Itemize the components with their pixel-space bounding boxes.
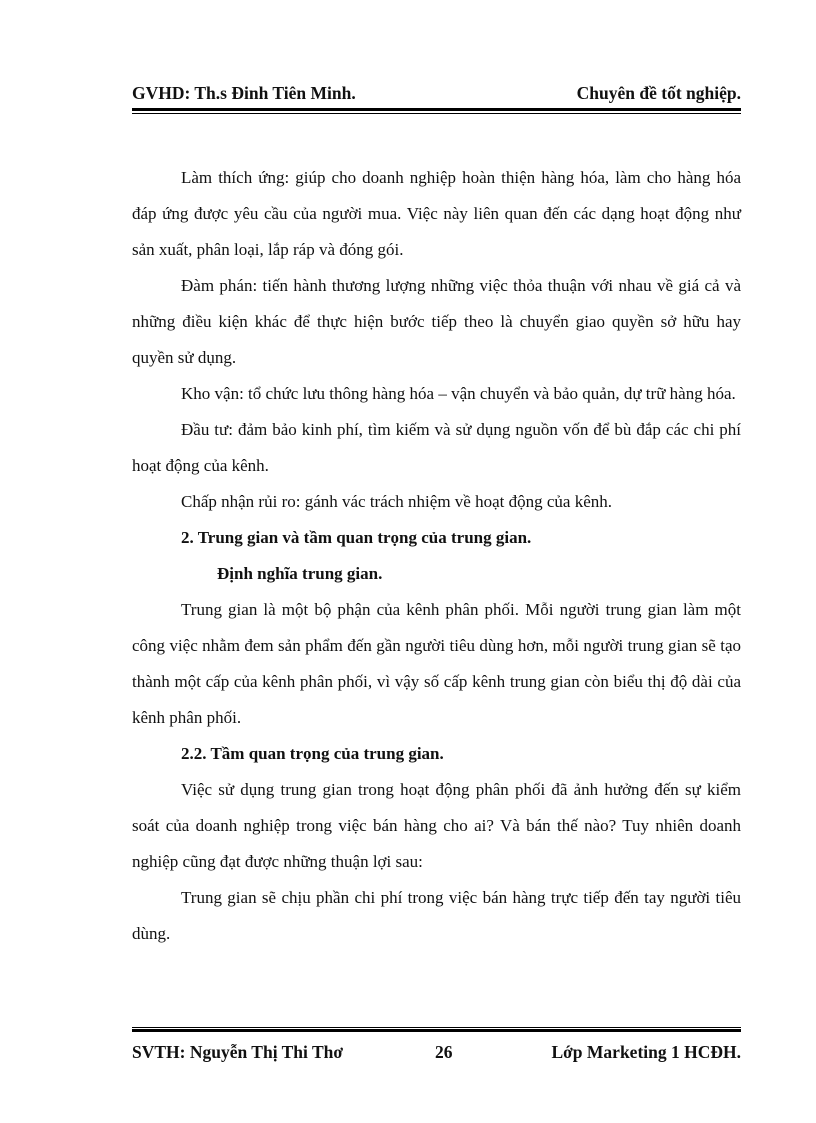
header-rule xyxy=(132,108,741,111)
subsection-heading-definition: Định nghĩa trung gian. xyxy=(217,564,383,583)
footer-student: SVTH: Nguyễn Thị Thi Thơ xyxy=(132,1042,344,1062)
header-advisor: GVHD: Th.s Đinh Tiên Minh. xyxy=(132,83,356,103)
footer-rule-thin xyxy=(132,1027,741,1028)
paragraph-risk: Chấp nhận rủi ro: gánh vác trách nhiệm về hoạt động của kênh. xyxy=(181,492,613,511)
paragraph-cost: Trung gian sẽ chịu phần chi phí trong việc bán hàng trực tiếp đến tay người tiêu dùng. xyxy=(132,888,741,943)
page-footer xyxy=(132,1042,741,1064)
header-rule-thin xyxy=(132,113,741,114)
paragraph-logistics: Kho vận: tổ chức lưu thông hàng hóa – vận chuyển và bảo quản, dự trữ hàng hóa. xyxy=(181,384,736,403)
header-doc-type: Chuyên đề tốt nghiệp. xyxy=(576,83,741,103)
paragraph-investment: Đầu tư: đảm bảo kinh phí, tìm kiếm và sử dụng nguồn vốn để bù đắp các chi phí hoạt động của kênh. xyxy=(132,420,741,475)
footer-class: Lớp Marketing 1 HCĐH. xyxy=(551,1042,741,1062)
paragraph-negotiation: Đàm phán: tiến hành thương lượng những việc thỏa thuận với nhau về giá cả và những điều kiện khác để thực hiện bước tiếp theo là chuyển giao quyền sở hữu hay quyền sử dụng. xyxy=(132,276,741,367)
page-number: 26 xyxy=(435,1042,453,1062)
page-body xyxy=(132,160,741,952)
paragraph-definition: Trung gian là một bộ phận của kênh phân phối. Mỗi người trung gian làm một công việc nhằm đem sản phẩm đến gần người tiêu dùng hơn, mỗi người trung gian sẽ tạo thành một cấp của kênh phân phối, vì vậy số cấp kênh trung gian còn biểu thị độ dài của kênh phân phối. xyxy=(132,600,741,727)
footer-rule xyxy=(132,1029,741,1032)
paragraph-importance: Việc sử dụng trung gian trong hoạt động phân phối đã ảnh hưởng đến sự kiểm soát của doanh nghiệp trong việc bán hàng cho ai? Và bán thế nào? Tuy nhiên doanh nghiệp cũng đạt được những thuận lợi sau: xyxy=(132,780,741,871)
section-heading-2: 2. Trung gian và tầm quan trọng của trung gian. xyxy=(181,528,532,547)
paragraph-adaptation: Làm thích ứng: giúp cho doanh nghiệp hoàn thiện hàng hóa, làm cho hàng hóa đáp ứng được yêu cầu của người mua. Việc này liên quan đến các dạng hoạt động như sản xuất, phân loại, lắp ráp và đóng gói. xyxy=(132,168,741,259)
subsection-heading-importance: 2.2. Tầm quan trọng của trung gian. xyxy=(181,744,444,763)
page-header xyxy=(132,84,741,104)
